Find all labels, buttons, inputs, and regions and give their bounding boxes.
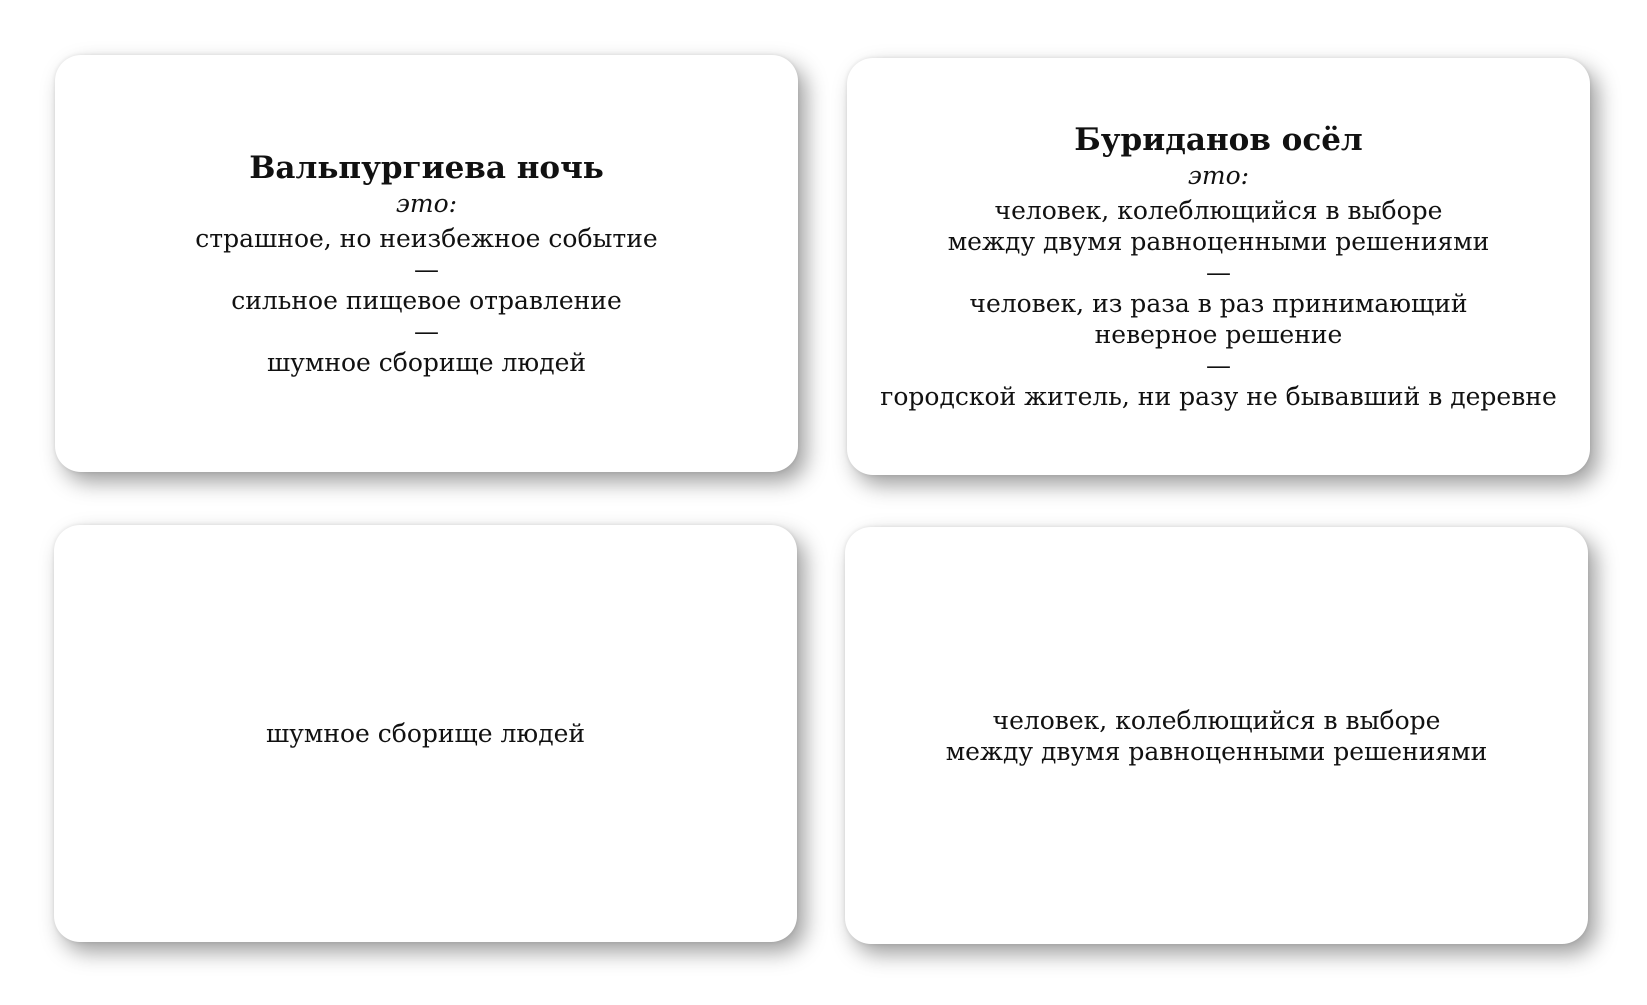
option-separator: — <box>1206 351 1231 380</box>
option-2: человек, из раза в раз принимающий неверное решение <box>969 289 1468 349</box>
card-title: Буриданов осёл <box>1074 122 1363 158</box>
option-separator: — <box>413 255 439 284</box>
option-separator: — <box>413 317 439 346</box>
option-separator: — <box>1206 258 1231 287</box>
option-2: сильное пищевое отравление <box>231 286 622 315</box>
card-subtitle: это: <box>1187 161 1250 190</box>
question-card-buridan <box>847 58 1590 475</box>
option-3: городской житель, ни разу не бывавший в деревне <box>880 382 1557 411</box>
card-title: Вальпургиева ночь <box>249 150 604 186</box>
option-3: шумное сборище людей <box>266 348 587 377</box>
answer-text: человек, колеблющийся в выборе между двумя равноценными решениями <box>945 705 1488 766</box>
option-1: страшное, но неизбежное событие <box>195 224 658 253</box>
answer-text: шумное сборище людей <box>265 719 586 748</box>
answer-card-buridan <box>845 527 1588 944</box>
option-list <box>880 195 1557 412</box>
answer-card-walpurgis <box>54 525 797 942</box>
option-1: человек, колеблющийся в выборе между двумя равноценными решениями <box>947 196 1490 256</box>
option-list <box>195 223 657 378</box>
question-card-walpurgis <box>55 55 798 472</box>
card-subtitle: это: <box>395 189 458 218</box>
